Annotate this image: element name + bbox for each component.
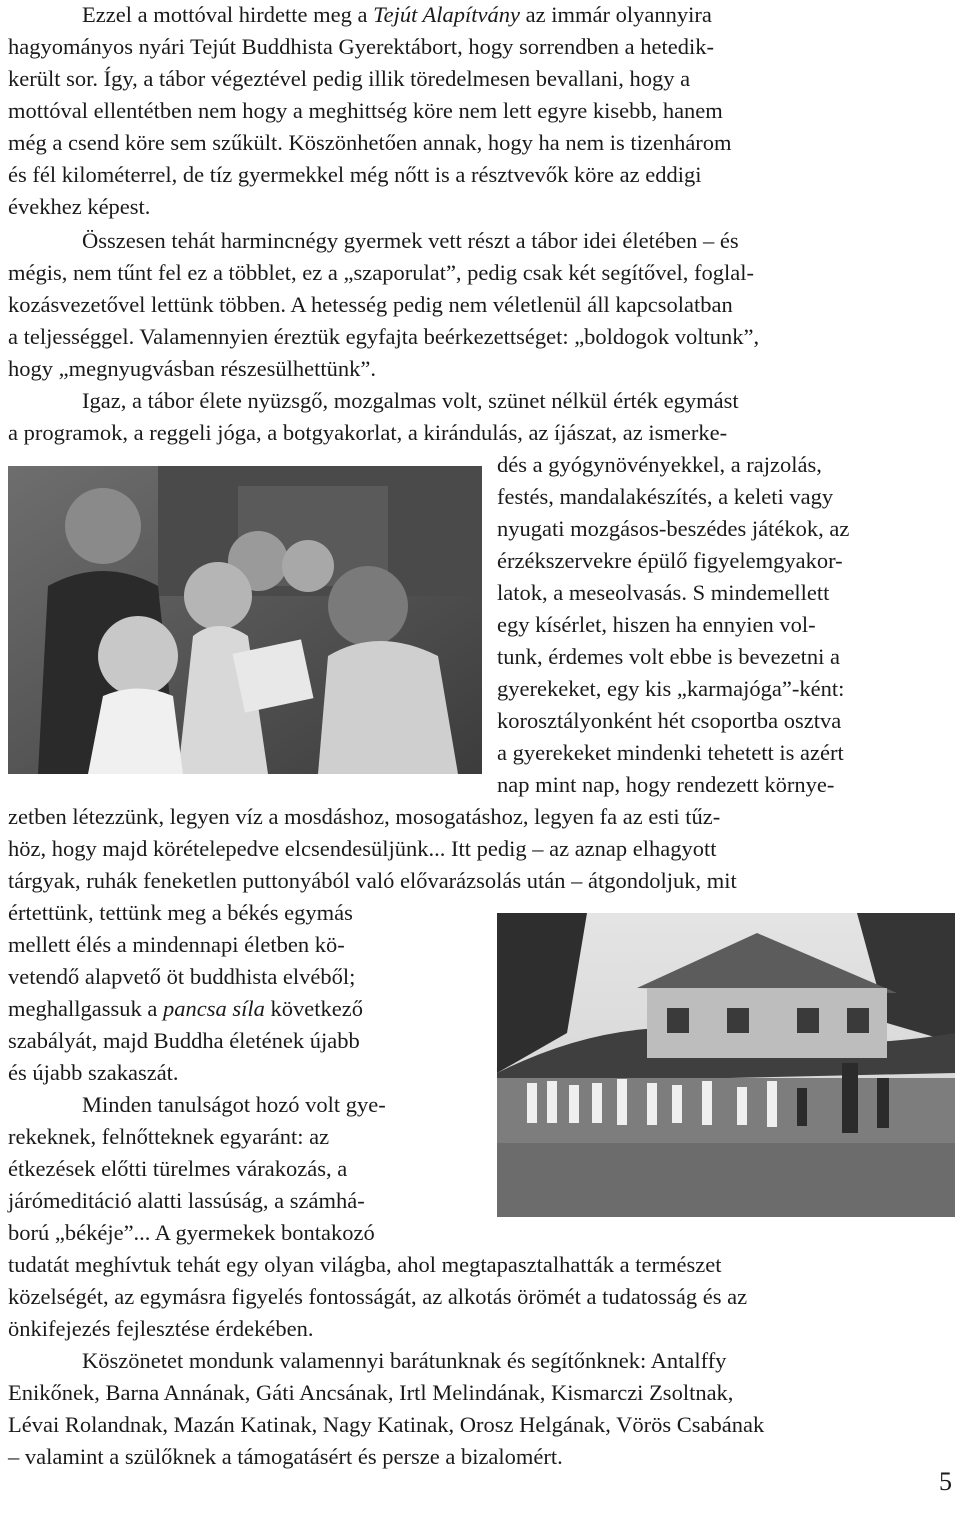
text-line: Enikőnek, Barna Annának, Gáti Ancsának, Irtl Melindának, Kismarczi Zsoltnak, [8, 1380, 734, 1405]
text-line: nap mint nap, hogy rendezett környe- [497, 772, 835, 797]
text-line: dés a gyógynövényekkel, a rajzolás, [497, 452, 822, 477]
text-line: tunk, érdemes volt ebbe is bevezetni a [497, 644, 841, 669]
text-line: szabályát, majd Buddha életének újabb [8, 1028, 360, 1053]
text-line: vetendő alapvető öt buddhista elvéből; [8, 964, 356, 989]
text-line: a programok, a reggeli jóga, a botgyakorlat, a kirándulás, az íjászat, az ismerke- [8, 420, 728, 445]
text-line: Ezzel a mottóval hirdette meg a Tejút Alapítvány az immár olyannyira [82, 2, 712, 27]
text-line: meghallgassuk a pancsa síla következő [8, 996, 363, 1021]
text-line: Összesen tehát harmincnégy gyermek vett részt a tábor idei életében – és [82, 228, 739, 253]
text-line: a teljességgel. Valamennyien éreztük egyfajta beérkezettséget: „boldogok voltunk”, [8, 324, 760, 349]
text-line: hogy „megnyugvásban részesülhettünk”. [8, 356, 377, 381]
text-line: Igaz, a tábor élete nyüzsgő, mozgalmas volt, szünet nélkül érték egymást [82, 388, 739, 413]
text-line: kozásvezetővel lettünk többen. A hetesség pedig nem véletlenül áll kapcsolatban [8, 292, 733, 317]
text-line: egy kísérlet, hiszen ha ennyien vol- [497, 612, 816, 637]
text-line: járómeditáció alatti lassúság, a számhá- [8, 1188, 365, 1213]
text-line: korosztályonként hét csoportba osztva [497, 708, 842, 733]
text-line: a gyerekeket mindenki tehetett is azért [497, 740, 844, 765]
text-line: ború „békéje”... A gyermekek bontakozó [8, 1220, 375, 1245]
text-line: került sor. Így, a tábor végeztével pedig illik töredelmesen bevallani, hogy a [8, 66, 691, 91]
text-line: mégis, nem tűnt fel ez a többlet, ez a „szaporulat”, pedig csak két segítővel, foglal- [8, 260, 754, 285]
text-line: étkezések előtti türelmes várakozás, a [8, 1156, 348, 1181]
text-line: Lévai Rolandnak, Mazán Katinak, Nagy Katinak, Orosz Helgának, Vörös Csabának [8, 1412, 765, 1437]
text-line: hagyományos nyári Tejút Buddhista Gyerektábort, hogy sorrendben a hetedik- [8, 34, 714, 59]
text-line: Köszönetet mondunk valamennyi barátunknak és segítőnknek: Antalffy [82, 1348, 727, 1373]
photo-children-group [8, 466, 482, 774]
photo-outdoor-group-image [497, 913, 955, 1217]
text-line: höz, hogy majd körételepedve elcsendesüljünk... Itt pedig – az aznap elhagyott [8, 836, 717, 861]
text-line: latok, a meseolvasás. S mindemellett [497, 580, 830, 605]
text-line: nyugati mozgásos-beszédes játékok, az [497, 516, 850, 541]
text-line: és fél kilométerrel, de tíz gyermekkel még nőtt is a résztvevők köre az eddigi [8, 162, 702, 187]
text-line: még a csend köre sem szűkült. Köszönhetően annak, hogy ha nem is tizenhárom [8, 130, 732, 155]
text-line: Minden tanulságot hozó volt gye- [82, 1092, 386, 1117]
text-line: zetben létezzünk, legyen víz a mosdáshoz, mosogatáshoz, legyen fa az esti tűz- [8, 804, 721, 829]
text-line: érzékszervekre épülő figyelemgyakor- [497, 548, 843, 573]
text-line: és újabb szakaszát. [8, 1060, 179, 1085]
text-line: gyerekeket, egy kis „karmajóga”-ként: [497, 676, 845, 701]
text-line: mellett élés a mindennapi életben kö- [8, 932, 345, 957]
text-line: mottóval ellentétben nem hogy a meghittség köre nem lett egyre kisebb, hanem [8, 98, 723, 123]
text-line: közelségét, az egymásra figyelés fontosságát, az alkotás örömét a tudatosság és az [8, 1284, 748, 1309]
text-line: értettünk, tettünk meg a békés egymás [8, 900, 353, 925]
text-line: évekhez képest. [8, 194, 151, 219]
page-number: 5 [939, 1467, 952, 1496]
text-line: rekeknek, felnőtteknek egyaránt: az [8, 1124, 330, 1149]
text-line: tárgyak, ruhák feneketlen puttonyából való elővarázsolás után – átgondoljuk, mit [8, 868, 737, 893]
photo-children-group-image [8, 466, 482, 774]
text-line: önkifejezés fejlesztése érdekében. [8, 1316, 314, 1341]
text-line: tudatát meghívtuk tehát egy olyan világba, ahol megtapasztalhatták a természet [8, 1252, 722, 1277]
text-line: – valamint a szülőknek a támogatásért és persze a bizalomért. [8, 1444, 563, 1469]
photo-outdoor-group [497, 913, 955, 1217]
text-line: festés, mandalakészítés, a keleti vagy [497, 484, 834, 509]
